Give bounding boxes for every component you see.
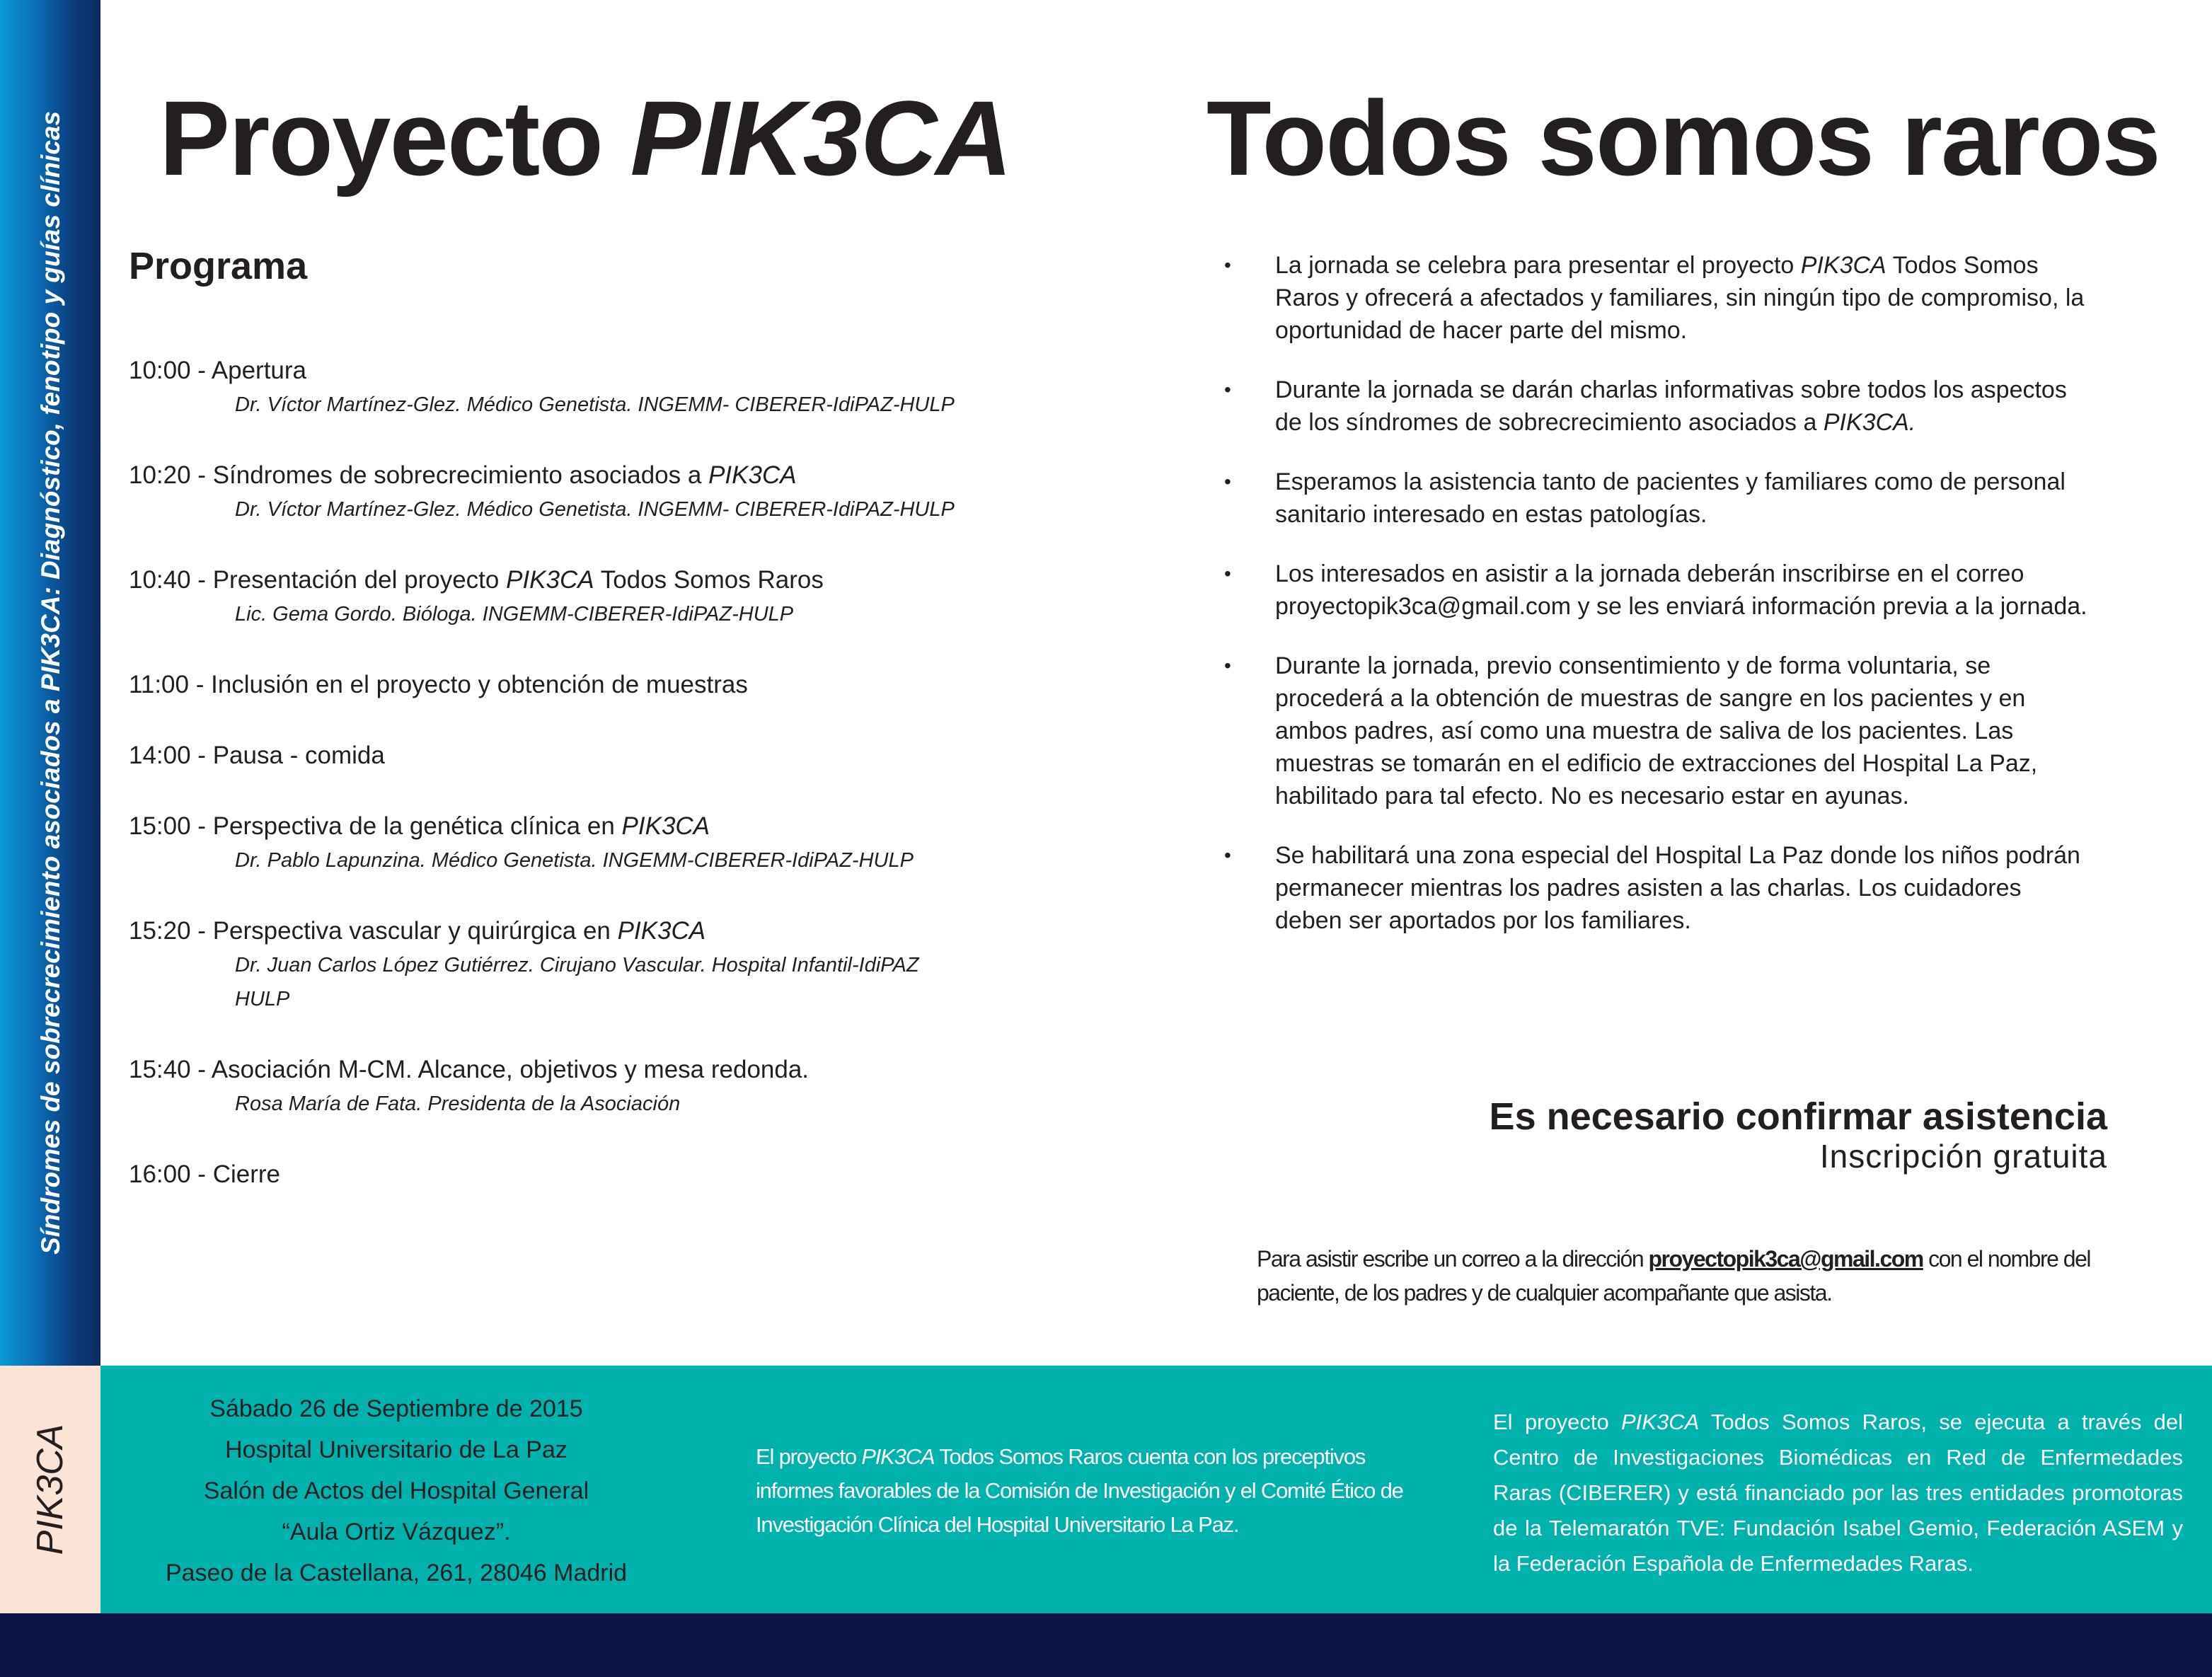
slot-title-tail: Todos Somos Raros [594,566,824,594]
bullet-gene: PIK3CA [1800,252,1886,279]
slot-title: 14:00 - Pausa - comida [129,742,385,769]
bullet-item [1217,466,2095,531]
slot-title: 11:00 - Inclusión en el proyecto y obtención de muestras [129,671,748,698]
program-slot [129,563,1020,597]
approval-post: Todos Somos Raros cuenta con los preceptivos informes favorables de la Comisión de Investigación y el Comité Ético de Investigación Clínica del Hospital Universitario La Paz. [756,1444,1403,1537]
venue-date: Sábado 26 de Septiembre de 2015 [209,1395,583,1422]
program-slot [129,668,1020,702]
confirm-block [1490,1095,2107,1175]
approval-gene: PIK3CA [861,1444,935,1469]
program-item [129,809,1020,877]
program-speaker: Dr. Juan Carlos López Gutiérrez. Cirujano Vascular. Hospital Infantil-IdiPAZ HULP [235,954,919,1010]
slot-title: 16:00 - Cierre [129,1160,280,1188]
program-slot [129,914,1020,948]
slot-title: 15:20 - Perspectiva vascular y quirúrgica en [129,917,618,945]
program-slot [129,354,1020,388]
confirm-subheading: Inscripción gratuita [1819,1138,2107,1175]
program-speaker: Rosa María de Fata. Presidenta de la Asociación [235,1093,681,1115]
slot-title: 15:40 - Asociación M-CM. Alcance, objetivos y mesa redonda. [129,1056,810,1083]
program-slot [129,1053,1020,1087]
program-speaker: Dr. Víctor Martínez-Glez. Médico Genetista. INGEMM- CIBERER-IdiPAZ-HULP [235,393,955,416]
bullet-gene: PIK3CA. [1823,409,1916,436]
sidebar-title-pre: Síndromes de sobrecrecimiento asociados a [36,691,65,1255]
bullet-item [1217,249,2095,347]
bullet-item [1217,558,2095,623]
contact-post: con el nombre del paciente, de los padres y de cualquier acompañante que asista. [1257,1246,2090,1306]
sidebar-title-gene: PIK3CA [36,595,65,692]
info-bullets [1217,249,2095,964]
corner-label: PIK3CA [30,1424,71,1555]
venue-address: Paseo de la Castellana, 261, 28046 Madrid [165,1560,628,1586]
bottom-band [0,1613,2212,1677]
slot-title: 15:00 - Perspectiva de la genética clínica en [129,812,622,840]
venue-room: “Aula Ortiz Vázquez”. [282,1518,511,1545]
program-item [129,459,1020,526]
footer-approval-text [756,1440,1428,1542]
confirm-heading: Es necesario confirmar asistencia [1489,1095,2107,1138]
bullet-text: La jornada se celebra para presentar el proyecto [1275,252,1801,279]
program-item [129,1158,1020,1192]
footer-funding-text [1493,1405,2183,1581]
program-item [129,563,1020,631]
program-item [129,739,1020,773]
sidebar-band [0,0,100,1366]
program-slot [129,809,1020,843]
program-item [129,914,1020,1016]
bullet-text: Los interesados en asistir a la jornada deberán inscribirse en el correo proyectopik3ca@gmail.com y se les enviará información previa a la jornada. [1275,560,2087,620]
page-title-left [159,79,1011,197]
program-item [129,1053,1020,1121]
page-title-right: Todos somos raros [1206,79,2160,197]
bullet-text: Esperamos la asistencia tanto de pacientes y familiares como de personal sanitario interesado en estas patologías. [1275,468,2066,528]
email-link[interactable]: proyectopik3ca@gmail.com [1648,1246,1923,1272]
bullet-item [1217,374,2095,439]
title-left-gene: PIK3CA [630,79,1011,197]
program-list [129,354,1020,1192]
sidebar-title-post: : Diagnóstico, fenotipo y guías clínicas [36,110,65,596]
bullet-item [1217,839,2095,937]
program-slot [129,459,1020,492]
funding-post: Todos Somos Raros, se ejecuta a través del Centro de Investigaciones Biomédicas en Red de Enfermedades Raras (CIBERER) y está financiado por las tres entidades promotoras de la Telemaratón TVE: Fundación Isabel Gemio, Federación ASEM y la Federación Española de Enfermedades Raras. [1493,1410,2183,1576]
bullet-item [1217,650,2095,812]
venue-info [127,1388,665,1594]
program-speaker: Dr. Pablo Lapunzina. Médico Genetista. INGEMM-CIBERER-IdiPAZ-HULP [235,849,914,872]
venue-hall: Salón de Actos del Hospital General [203,1477,589,1504]
venue-hospital: Hospital Universitario de La Paz [225,1436,568,1463]
slot-gene: PIK3CA [617,917,706,945]
contact-text [1257,1242,2092,1310]
slot-title: 10:40 - Presentación del proyecto [129,566,507,594]
bullet-text-tail: Todos Somos Raros y ofrecerá a afectados y familiares, sin ningún tipo de compromiso, la oportunidad de hacer parte del mismo. [1275,252,2085,344]
program-heading: Programa [129,245,308,287]
program-item [129,668,1020,702]
funding-pre: El proyecto [1493,1410,1621,1434]
program-speaker: Lic. Gema Gordo. Bióloga. INGEMM-CIBERER-IdiPAZ-HULP [235,603,794,626]
slot-title: 10:20 - Síndromes de sobrecrecimiento asociados a [129,461,709,489]
program-slot [129,1158,1020,1192]
slot-gene: PIK3CA [708,461,797,489]
corner-box [0,1366,100,1613]
contact-pre: Para asistir escribe un correo a la dirección [1257,1246,1649,1272]
bullet-text: Durante la jornada se darán charlas informativas sobre todos los aspectos de los síndromes de sobrecrecimiento asociados a [1275,376,2067,436]
bullet-text: Se habilitará una zona especial del Hospital La Paz donde los niños podrán permanecer mientras los padres asisten a las charlas. Los cuidadores deben ser aportados por los familiares. [1275,842,2080,934]
program-item [129,354,1020,422]
bullet-text: Durante la jornada, previo consentimiento y de forma voluntaria, se procederá a la obtención de muestras de sangre en los pacientes y en ambos padres, así como una muestra de saliva de los pacientes. Las muestras se tomarán en el edificio de extracciones del Hospital La Paz, habilitado para tal efecto. No es necesario estar en ayunas. [1275,652,2038,809]
funding-gene: PIK3CA [1620,1410,1700,1434]
slot-gene: PIK3CA [621,812,710,840]
approval-pre: El proyecto [756,1444,862,1469]
program-slot [129,739,1020,773]
sidebar-title [36,111,66,1255]
title-left-plain: Proyecto [159,79,630,197]
slot-gene: PIK3CA [506,566,594,594]
slot-title: 10:00 - Apertura [129,357,306,384]
program-speaker: Dr. Víctor Martínez-Glez. Médico Genetista. INGEMM- CIBERER-IdiPAZ-HULP [235,498,955,521]
